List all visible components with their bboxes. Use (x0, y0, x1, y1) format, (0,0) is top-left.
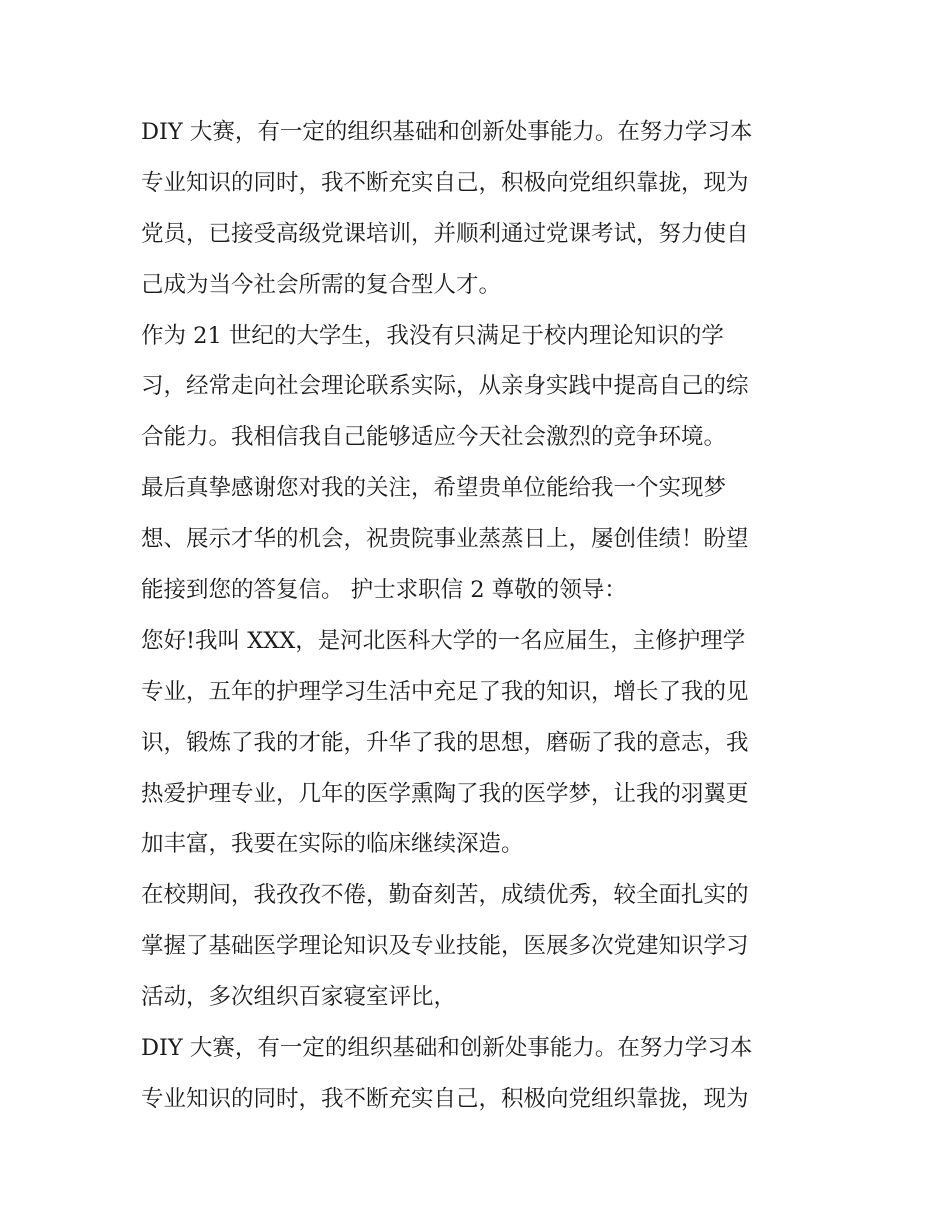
text-line: 合能力。我相信我自己能够适应今天社会激烈的竞争环境。 (141, 424, 727, 451)
document-body (141, 107, 821, 1125)
text-line: 能接到您的答复信。 护士求职信 2 尊敬的领导： (141, 577, 627, 604)
text-line: 您好!我叫 XXX，是河北医科大学的一名应届生，主修护理学 (141, 627, 746, 654)
text-line: 专业，五年的护理学习生活中充足了我的知识，增长了我的见 (141, 678, 749, 705)
text-line: DIY 大赛，有一定的组织基础和创新处事能力。在努力学习本 (141, 1035, 753, 1062)
text-line: 活动，多次组织百家寝室评比， (141, 984, 457, 1011)
text-line: 专业知识的同时，我不断充实自己，积极向党组织靠拢，现为 (141, 1085, 749, 1112)
text-line: 党员，已接受高级党课培训，并顺利通过党课考试，努力使自 (141, 220, 749, 247)
text-line: 想、展示才华的机会，祝贵院事业蒸蒸日上，屡创佳绩！盼望 (141, 526, 749, 553)
text-line: 加丰富，我要在实际的临床继续深造。 (141, 831, 524, 858)
text-line: 热爱护理专业，几年的医学熏陶了我的医学梦，让我的羽翼更 (141, 780, 749, 807)
text-line: 作为 21 世纪的大学生，我没有只满足于校内理论知识的学 (141, 322, 724, 349)
text-line: 掌握了基础医学理论知识及专业技能，医展多次党建知识学习 (141, 933, 749, 960)
text-line: 习，经常走向社会理论联系实际，从亲身实践中提高自己的综 (141, 373, 749, 400)
text-line: DIY 大赛，有一定的组织基础和创新处事能力。在努力学习本 (141, 119, 753, 145)
text-line: 最后真挚感谢您对我的关注，希望贵单位能给我一个实现梦 (141, 475, 727, 502)
text-line: 专业知识的同时，我不断充实自己，积极向党组织靠拢，现为 (141, 169, 749, 196)
text-line: 识，锻炼了我的才能，升华了我的思想，磨砺了我的意志，我 (141, 729, 749, 756)
text-line: 在校期间，我孜孜不倦，勤奋刻苦，成绩优秀，较全面扎实的 (141, 882, 749, 909)
text-line: 己成为当今社会所需的复合型人才。 (141, 271, 502, 298)
